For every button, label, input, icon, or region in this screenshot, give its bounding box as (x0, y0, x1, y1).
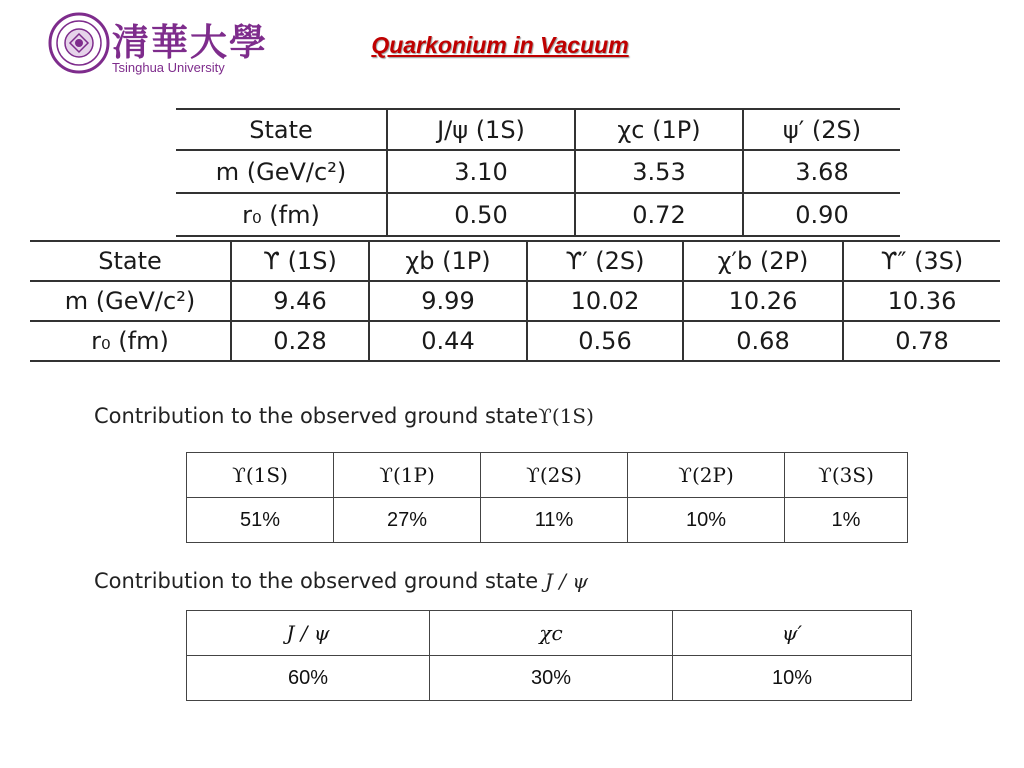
header-cell: ϒ(3S) (785, 453, 908, 498)
header-cell: J/ψ (1S) (387, 109, 575, 150)
table-cell: 0.50 (387, 193, 575, 236)
header-cell: State (98, 247, 162, 275)
table-cell: 0.44 (369, 321, 527, 361)
table-cell: 0.28 (231, 321, 369, 361)
upsilon-contribution-table (186, 452, 908, 543)
header-cell: State (249, 115, 313, 144)
slide-title-text: Quarkonium in Vacuum (371, 32, 629, 58)
table-header-row (176, 109, 900, 150)
table-cell: 10% (673, 656, 912, 701)
upsilon-contribution-caption (94, 404, 594, 428)
table-cell: 0.78 (843, 321, 1000, 361)
jpsi-contribution-table (186, 610, 912, 701)
table-row (30, 281, 1000, 321)
table-cell: 27% (334, 498, 481, 543)
header-cell: ϒ(1P) (334, 453, 481, 498)
logo-english-name: Tsinghua University (112, 60, 225, 75)
header-cell: ϒ(2S) (481, 453, 628, 498)
table-cell: 10.26 (683, 281, 843, 321)
table-row (187, 498, 908, 543)
logo-chinese-name: 清華大學 (112, 20, 268, 64)
table-cell: 0.56 (527, 321, 683, 361)
caption-symbol: ϒ(1S) (538, 404, 594, 428)
header-cell: ψ′ (2S) (743, 109, 900, 150)
table-header-row (30, 241, 1000, 281)
table-cell: 10.36 (843, 281, 1000, 321)
caption-text: Contribution to the observed ground state (94, 404, 539, 428)
table-cell: 9.46 (231, 281, 369, 321)
row-label: r₀ (fm) (242, 200, 320, 229)
slide-title (0, 32, 1000, 59)
table-header-row (187, 453, 908, 498)
row-label: m (GeV/c²) (64, 287, 196, 315)
header-cell: χc (430, 611, 673, 656)
header-cell: ϒ(2P) (628, 453, 785, 498)
table-cell: 30% (430, 656, 673, 701)
table-cell: 1% (785, 498, 908, 543)
row-label: m (GeV/c²) (215, 157, 347, 186)
table-cell: 10.02 (527, 281, 683, 321)
table-row (30, 321, 1000, 361)
header-cell: χ′b (2P) (683, 241, 843, 281)
table-cell: 10% (628, 498, 785, 543)
caption-text: Contribution to the observed ground state (94, 569, 539, 593)
table-cell: 3.68 (743, 150, 900, 193)
jpsi-contribution-caption (94, 569, 588, 593)
header-cell: ϒ′ (2S) (527, 241, 683, 281)
table-cell: 9.99 (369, 281, 527, 321)
header-cell: ϒ″ (3S) (843, 241, 1000, 281)
row-label: r₀ (fm) (91, 327, 169, 355)
table-cell: 11% (481, 498, 628, 543)
table-row (176, 150, 900, 193)
bottomonium-table (30, 240, 1000, 362)
header-cell: χc (1P) (575, 109, 743, 150)
header-cell: ϒ (1S) (231, 241, 369, 281)
table-cell: 51% (187, 498, 334, 543)
table-row (176, 193, 900, 236)
table-cell: 3.10 (387, 150, 575, 193)
table-cell: 3.53 (575, 150, 743, 193)
table-cell: 0.90 (743, 193, 900, 236)
header-cell: ψ′ (673, 611, 912, 656)
caption-symbol: J / ψ (544, 569, 589, 593)
header-cell: J / ψ (187, 611, 430, 656)
table-cell: 0.68 (683, 321, 843, 361)
table-header-row (187, 611, 912, 656)
table-cell: 0.72 (575, 193, 743, 236)
table-cell: 60% (187, 656, 430, 701)
header-cell: χb (1P) (369, 241, 527, 281)
charmonium-table (176, 108, 900, 237)
table-row (187, 656, 912, 701)
header-cell: ϒ(1S) (187, 453, 334, 498)
